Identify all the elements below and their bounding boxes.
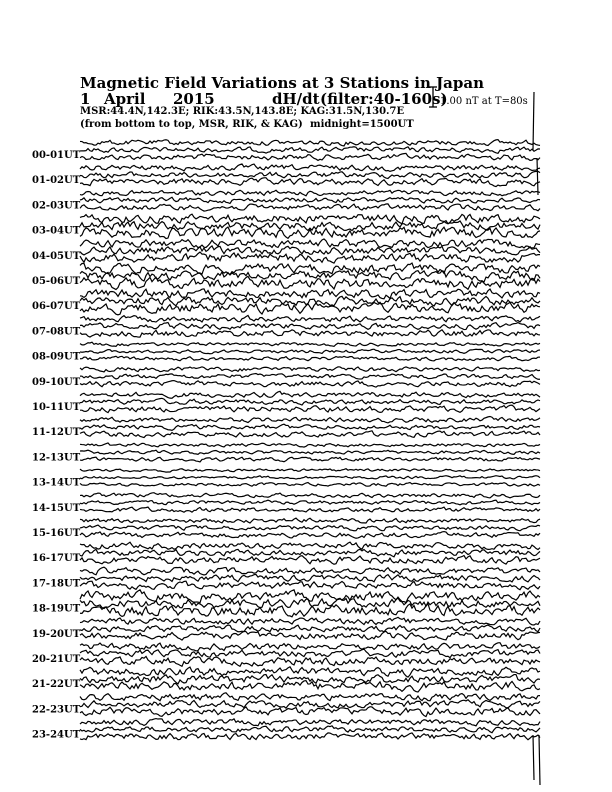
trace-RIK [80, 424, 540, 430]
trace-KAG [80, 316, 540, 323]
row-14-15UT [32, 493, 540, 514]
trace-MSR [80, 178, 540, 187]
row-03-04UT [32, 214, 540, 238]
trace-MSR [80, 681, 540, 692]
trace-RIK [80, 726, 540, 733]
row-label: 14-15UT [32, 502, 81, 514]
trace-KAG [80, 289, 540, 299]
row-19-20UT [32, 617, 540, 640]
row-label: 22-23UT [32, 704, 81, 716]
trace-KAG [80, 190, 540, 196]
trace-KAG [80, 140, 540, 146]
row-06-07UT [32, 289, 540, 315]
trace-KAG [80, 590, 540, 603]
trace-KAG [80, 342, 540, 346]
trace-KAG [80, 567, 540, 575]
trace-KAG [80, 416, 540, 422]
scale-bar-label: 1.00 nT at T=80s [440, 96, 528, 107]
trace-MSR [80, 153, 540, 160]
row-11-12UT [32, 416, 540, 438]
row-label: 00-01UT [32, 150, 81, 161]
trace-KAG [80, 542, 540, 549]
row-04-05UT [32, 239, 540, 263]
trace-MSR [80, 457, 540, 462]
filter-label: (filter:40-160s) [320, 90, 448, 108]
trace-KAG [80, 263, 540, 274]
chart-title: Magnetic Field Variations at 3 Stations in Japan [80, 74, 485, 92]
row-16-17UT [32, 542, 540, 564]
trace-KAG [80, 617, 540, 625]
row-label: 08-09UT [32, 351, 81, 363]
trace-KAG [80, 469, 540, 472]
row-label: 02-03UT [32, 200, 81, 212]
row-label: 07-08UT [32, 326, 81, 338]
trace-spike [537, 158, 538, 195]
trace-KAG [80, 443, 540, 447]
row-08-09UT [32, 342, 540, 362]
row-label: 05-06UT [32, 276, 81, 287]
row-label: 16-17UT [32, 553, 81, 565]
row-15-16UT [32, 518, 540, 539]
midnight-note: midnight=1500UT [310, 119, 414, 130]
trace-RIK [80, 323, 540, 330]
trace-RIK [80, 500, 540, 505]
trace-RIK [80, 296, 540, 306]
row-label: 13-14UT [32, 477, 81, 489]
row-21-22UT [32, 667, 540, 692]
trace-RIK [80, 398, 540, 405]
trace-spike [533, 735, 534, 780]
row-label: 20-21UT [32, 654, 81, 665]
trace-MSR [80, 302, 540, 315]
trace-MSR [80, 707, 540, 717]
row-09-10UT [32, 367, 540, 388]
row-label: 09-10UT [32, 376, 81, 388]
row-07-08UT [32, 316, 540, 338]
trace-MSR [80, 507, 540, 512]
trace-KAG [80, 391, 540, 398]
row-label: 21-22UT [32, 679, 81, 691]
trace-KAG [80, 214, 540, 224]
quantity-label: dH/dt [272, 90, 320, 108]
row-13-14UT [32, 469, 540, 489]
trace-RIK [80, 197, 540, 203]
trace-KAG [80, 643, 540, 651]
row-label: 01-02UT [32, 175, 81, 187]
row-label: 11-12UT [32, 427, 81, 439]
trace-MSR [80, 556, 540, 565]
trace-RIK [80, 147, 540, 154]
trace-MSR [80, 733, 540, 740]
trace-RIK [80, 549, 540, 557]
trace-KAG [80, 239, 540, 248]
trace-RIK [80, 675, 540, 684]
trace-RIK [80, 525, 540, 531]
date-day: 1 [80, 90, 91, 108]
row-12-13UT [32, 443, 540, 463]
row-20-21UT [32, 643, 540, 667]
trace-KAG [80, 719, 540, 726]
trace-MSR [80, 405, 540, 413]
trace-MSR [80, 330, 540, 337]
trace-KAG [80, 493, 540, 498]
trace-MSR [80, 532, 540, 539]
row-label: 23-24UT [32, 729, 81, 741]
row-label: 18-19UT [32, 603, 81, 615]
trace-MSR [80, 204, 540, 211]
trace-KAG [80, 693, 540, 701]
trace-spike [533, 92, 534, 150]
row-00-01UT [32, 140, 540, 161]
row-label: 19-20UT [32, 628, 81, 640]
trace-RIK [80, 246, 540, 255]
row-label: 04-05UT [32, 250, 81, 262]
trace-RIK [80, 700, 540, 708]
trace-RIK [80, 649, 540, 658]
trace-MSR [80, 656, 540, 666]
trace-RIK [80, 625, 540, 632]
row-01-02UT [32, 164, 540, 187]
row-23-24UT [32, 719, 540, 741]
trace-MSR [80, 631, 540, 640]
hourly-rows [32, 92, 540, 785]
trace-RIK [80, 574, 540, 581]
row-label: 12-13UT [32, 452, 81, 464]
row-05-06UT [32, 263, 540, 289]
station-coordinates: MSR:44.4N,142.3E; RIK:43.5N,143.8E; KAG:31.5N,130.7E [80, 106, 405, 117]
row-18-19UT [32, 590, 540, 617]
row-label: 03-04UT [32, 225, 81, 237]
trace-RIK [80, 271, 540, 282]
row-label: 17-18UT [32, 578, 81, 590]
row-22-23UT [32, 693, 540, 717]
trace-MSR [80, 356, 540, 361]
station-order-note: (from bottom to top, MSR, RIK, & KAG) [80, 119, 303, 130]
row-10-11UT [32, 391, 540, 413]
trace-MSR [80, 483, 540, 487]
trace-KAG [80, 667, 540, 677]
trace-RIK [80, 476, 540, 479]
row-17-18UT [32, 567, 540, 590]
row-label: 10-11UT [32, 402, 81, 413]
trace-KAG [80, 518, 540, 523]
trace-RIK [80, 450, 540, 454]
trace-MSR [80, 431, 540, 438]
trace-MSR [80, 581, 540, 590]
trace-RIK [80, 171, 540, 178]
trace-MSR [80, 381, 540, 388]
trace-RIK [80, 374, 540, 380]
trace-KAG [80, 367, 540, 372]
date-year: 2015 [173, 90, 215, 108]
trace-spike [539, 735, 540, 785]
trace-KAG [80, 164, 540, 171]
row-label: 06-07UT [32, 301, 81, 313]
date-month: April [104, 90, 146, 108]
row-02-03UT [32, 190, 540, 211]
trace-RIK [80, 349, 540, 354]
row-label: 15-16UT [32, 528, 81, 539]
